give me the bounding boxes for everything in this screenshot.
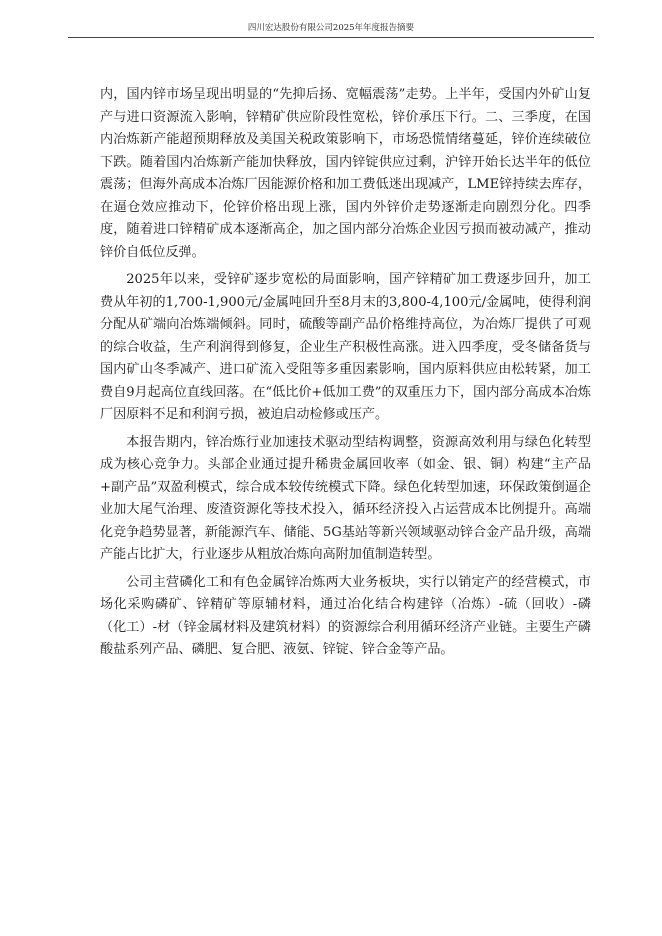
paragraph-industry-restructuring: 本报告期内，锌冶炼行业加速技术驱动型结构调整，资源高效利用与绿色化转型成为核心竞争力。头部企业通过提升稀贵金属回收率（如金、银、铜）构建“主产品+副产品”双盈利模式，综合成本较传统模式下降。绿色化转型加速，环保政策倒逼企业加大尾气治理、废渣资源化等技术投入，循环经济投入占运营成本比例提升。高端化竞争趋势显著，新能源汽车、储能、5G基站等新兴领域驱动锌合金产品升级，高端产能占比扩大，行业逐步从粗放冶炼向高附加值制造转型。 (100, 434, 591, 562)
paragraph-company-business: 公司主营磷化工和有色金属锌冶炼两大业务板块，实行以销定产的经营模式，市场化采购磷矿、锌精矿等原辅材料，通过冶化结合构建锌（冶炼）-硫（回收）-磷（化工）-材（锌金属材料及建筑材料）的资源综合利用循环经济产业链。主要生产磷酸盐系列产品、磷肥、复合肥、液氨、锌锭、锌合金等产品。 (100, 574, 591, 657)
report-body (100, 84, 591, 667)
paragraph-processing-fees: 2025年以来，受锌矿逐步宽松的局面影响，国产锌精矿加工费逐步回升，加工费从年初的1,700-1,900元/金属吨回升至8月末的3,800-4,100元/金属吨，使得利润分配从矿端向冶炼端倾斜。同时，硫酸等副产品价格维持高位，为冶炼厂提供了可观的综合收益，生产利润得到修复，企业生产积极性高涨。进入四季度，受冬储备货与国内矿山冬季减产、进口矿流入受阻等多重因素影响，国内原料供应由松转紧，加工费自9月起高位直线回落。在“低比价+低加工费”的双重压力下，国内部分高成本冶炼厂因原料不足和利润亏损，被迫启动检修或压产。 (100, 272, 591, 422)
header-divider (68, 37, 594, 38)
page-header: 四川宏达股份有限公司2025年年度报告摘要 (247, 23, 415, 33)
paragraph-zinc-market-trend: 内，国内锌市场呈现出明显的“先抑后扬、宽幅震荡”走势。上半年，受国内外矿山复产与进口资源流入影响，锌精矿供应阶段性宽松，锌价承压下行。二、三季度，在国内冶炼新产能超预期释放及美国关税政策影响下，市场恐慌情绪蔓延，锌价连续破位下跌。随着国内冶炼新产能加快释放，国内锌锭供应过剩，沪锌开始长达半年的低位震荡；但海外高成本冶炼厂因能源价格和加工费低迷出现减产，LME锌持续去库存，在逼仓效应推动下，伦锌价格出现上涨，国内外锌价走势逐渐走向剧烈分化。四季度，随着进口锌精矿成本逐渐高企，加之国内部分冶炼企业因亏损而被动减产，推动锌价自低位反弹。 (100, 87, 591, 260)
